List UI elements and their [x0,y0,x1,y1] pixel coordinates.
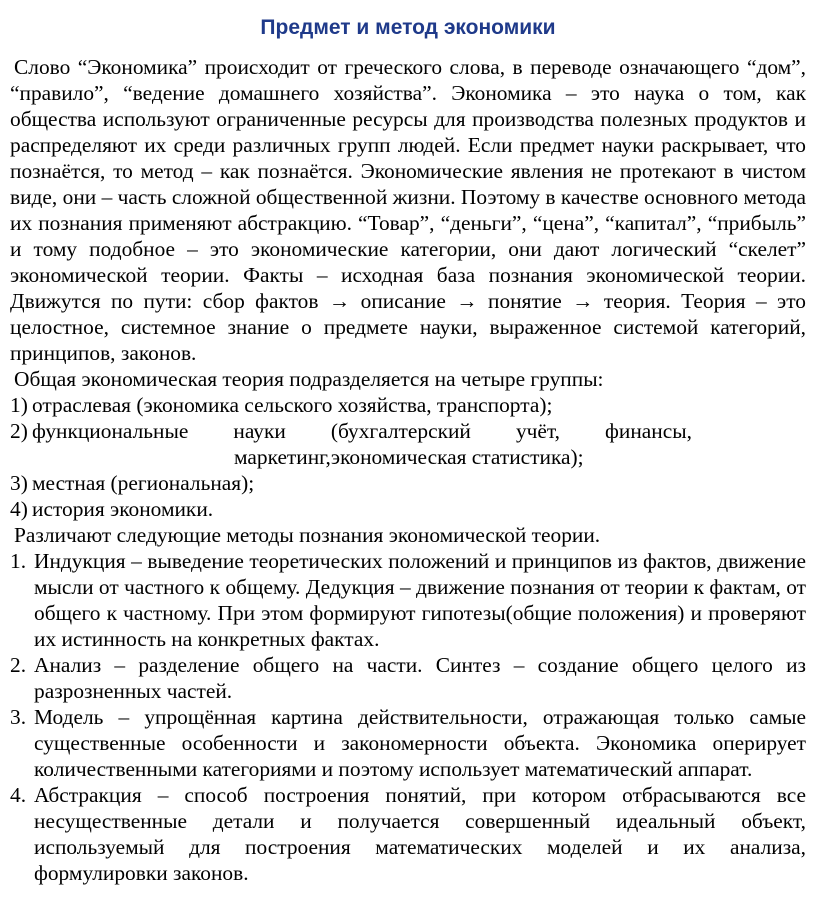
group-number: 3) [10,471,28,495]
method-number: 2. [10,653,27,677]
group-text: история экономики. [32,497,214,521]
group-word: финансы, [605,419,692,443]
intro-paragraph: Слово “Экономика” происходит от греческого слова, в переводе означающего “дом”, “правило”, “ведение домашнего хозяйства”. Экономика – это наука о том, как общества используют ограниченные ресурсы для производства полезных продуктов и распределяют их среди различных групп людей. Если предмет науки раскрывает, что познаётся, то метод – как познаётся. Экономические явления не протекают в чистом виде, они – часть сложной общественной жизни. Поэтому в качестве основного метода их познания применяют абстракцию. “Товар”, “деньги”, “цена”, “капитал”, “прибыль” и тому подобное – это экономические категории, они дают логический “скелет” экономической теории. Факты – исходная база познания экономической теории. Движутся по пути: сбор фактов → описание → понятие → теория. Теория – это целостное, системное знание о предмете науки, выраженное системой категорий, принципов, законов. [10,55,806,365]
group-word: учёт, [515,419,560,443]
method-text: Модель – упрощённая картина действительности, отражающая только самые существенные особенности и закономерности объекта. Экономика оперирует количественными категориями и поэтому использует математический аппарат. [34,705,806,781]
methods-list [10,548,806,886]
page-title: Предмет и метод экономики [260,16,556,39]
method-text: Индукция – выведение теоретических положений и принципов из фактов, движение мысли от частного к общему. Дедукция – движение познания от теории к фактам, от общего к частному. При этом формируют гипотезы(общие положения) и проверяют их истинность на конкретных фактах. [34,549,806,651]
method-number: 4. [10,783,27,807]
group-text: отраслевая (экономика сельского хозяйства, транспорта); [32,393,553,417]
group-item-2 [10,418,806,444]
group-number: 4) [10,497,28,521]
group-item-1 [10,392,806,418]
group-item-4 [10,496,806,522]
group-number: 2) [10,419,28,443]
group-word: науки [233,419,286,443]
method-item-3 [10,704,806,782]
group-text [32,418,806,444]
method-item-1 [10,548,806,652]
method-number: 3. [10,705,27,729]
group-text: местная (региональная); [32,471,255,495]
method-text: Анализ – разделение общего на части. Синтез – создание общего целого из разрозненных частей. [34,653,806,703]
methods-heading: Различают следующие методы познания экономической теории. [14,523,601,547]
group-item-3 [10,470,806,496]
group-word: (бухгалтерский [330,419,471,443]
method-text: Абстракция – способ построения понятий, при котором отбрасываются все несущественные детали и получается совершенный идеальный объект, используемый для построения математических моделей и их анализа, формулировки законов. [34,783,806,885]
method-item-2 [10,652,806,704]
groups-heading: Общая экономическая теория подразделяется на четыре группы: [14,367,604,391]
method-item-4 [10,782,806,886]
group-item-2-continuation: маркетинг,экономическая статистика); [234,445,584,469]
group-number: 1) [10,393,28,417]
method-number: 1. [10,549,27,573]
document-body [10,54,806,886]
group-word: функциональные [32,419,189,443]
